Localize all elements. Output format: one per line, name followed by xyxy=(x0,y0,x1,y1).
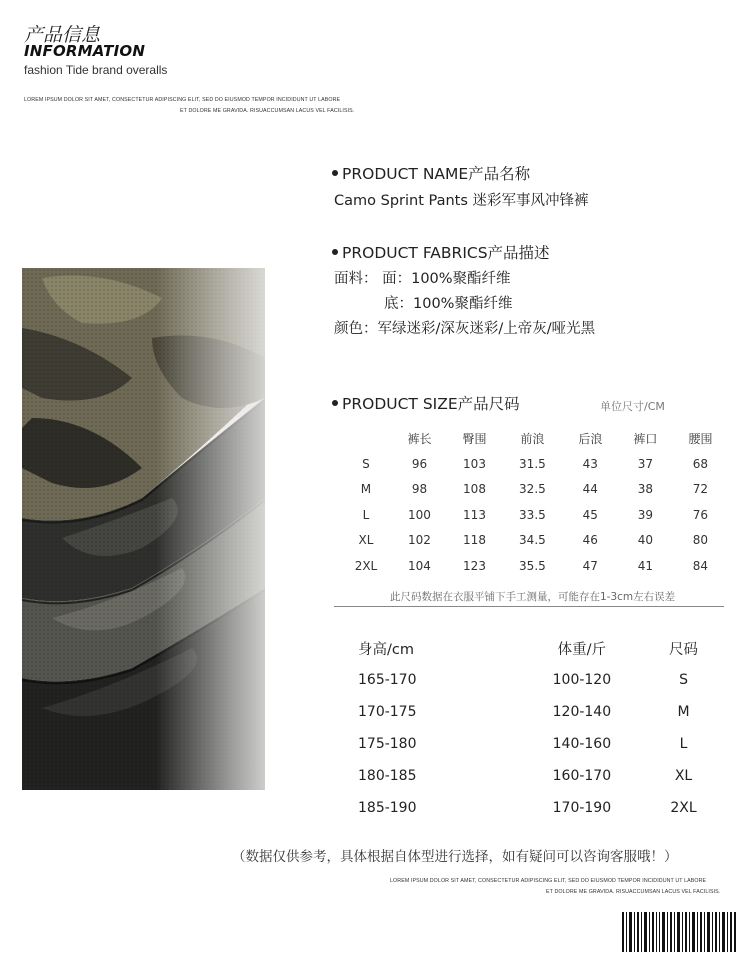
size-cell: 32.5 xyxy=(519,482,546,497)
size-cell: 76 xyxy=(692,507,709,522)
table-row xyxy=(340,502,728,528)
size-table-header xyxy=(340,425,728,451)
size-col-header: 腰围 xyxy=(688,431,713,446)
fit-cell: 170-190 xyxy=(552,800,612,816)
size-cell: 84 xyxy=(692,558,709,573)
size-heading xyxy=(332,392,520,414)
bullet-icon xyxy=(332,170,338,176)
bullet-icon xyxy=(332,400,338,406)
size-cell: 44 xyxy=(582,482,598,497)
size-cell: M xyxy=(360,482,372,497)
header-lorem-line1: LOREM IPSUM DOLOR SIT AMET, CONSECTETUR ADIPISCING ELIT, SED DO EIUSMOD TEMPOR INCIDIDUNT UT LABORE xyxy=(24,97,341,103)
fit-cell: 185-190 xyxy=(358,800,417,816)
size-cell: 108 xyxy=(463,482,486,497)
size-cell: 102 xyxy=(408,533,431,548)
size-cell: 41 xyxy=(637,558,653,573)
size-cell: 38 xyxy=(637,482,653,497)
barcode-icon xyxy=(622,912,737,952)
fabrics-heading xyxy=(332,241,550,263)
size-cell: 34.5 xyxy=(519,533,546,548)
footer-note: （数据仅供参考，具体根据自体型进行选择，如有疑问可以咨询客服哦！） xyxy=(232,849,678,865)
bullet-icon xyxy=(332,249,338,255)
size-cell: 118 xyxy=(463,533,486,548)
table-row xyxy=(338,728,718,760)
fit-cell: S xyxy=(679,672,688,688)
fit-table xyxy=(338,632,718,824)
fit-cell: 160-170 xyxy=(552,768,612,784)
footer-lorem-line1: LOREM IPSUM DOLOR SIT AMET, CONSECTETUR ADIPISCING ELIT, SED DO EIUSMOD TEMPOR INCIDIDUNT UT LABORE xyxy=(390,878,707,884)
header-title-en: INFORMATION xyxy=(24,42,146,60)
size-cell: 33.5 xyxy=(519,507,546,522)
fit-cell: 120-140 xyxy=(552,704,612,720)
size-cell: 104 xyxy=(408,558,431,573)
fit-table-header xyxy=(338,632,718,664)
divider xyxy=(334,606,724,607)
table-row xyxy=(340,451,728,477)
fit-col-header: 体重/斤 xyxy=(557,641,607,658)
table-row xyxy=(338,664,718,696)
fit-cell: 100-120 xyxy=(552,672,612,688)
size-unit: 单位尺寸/CM xyxy=(600,400,665,413)
barcode-graphic xyxy=(622,912,737,952)
size-cell: 40 xyxy=(637,533,653,548)
size-cell: 45 xyxy=(582,507,598,522)
table-row xyxy=(340,528,728,554)
header-lorem-line2: ET DOLORE ME GRAVIDA. RISUACCUMSAN LACUS VEL FACILISIS. xyxy=(180,108,355,114)
size-cell: 68 xyxy=(692,456,709,471)
fit-cell: 2XL xyxy=(670,800,697,816)
fabric-line-1: 面料： 面：100%聚酯纤维 xyxy=(334,271,511,287)
fit-col-header: 身高/cm xyxy=(358,641,414,658)
size-col-header: 裤长 xyxy=(407,431,432,446)
size-note: 此尺码数据在衣服平铺下手工测量，可能存在1-3cm左右误差 xyxy=(390,591,676,603)
size-cell: 46 xyxy=(582,533,598,548)
size-cell: 37 xyxy=(637,456,653,471)
size-cell: XL xyxy=(358,533,374,548)
size-col-header: 后浪 xyxy=(578,431,603,446)
size-col-header: 裤口 xyxy=(633,431,658,446)
fit-cell: 140-160 xyxy=(552,736,612,752)
fit-cell: L xyxy=(679,736,688,752)
size-cell: 35.5 xyxy=(519,558,546,573)
size-cell: 31.5 xyxy=(519,456,546,471)
size-cell: 98 xyxy=(411,482,428,497)
fit-cell: 165-170 xyxy=(358,672,417,688)
product-name-heading xyxy=(332,162,530,184)
fit-cell: XL xyxy=(674,768,693,784)
fabric-line-2: 底：100%聚酯纤维 xyxy=(384,296,513,312)
header-title-cn: 产品信息 xyxy=(24,24,101,46)
size-col-header: 臀围 xyxy=(462,431,487,446)
fit-cell: M xyxy=(677,704,690,720)
table-row xyxy=(340,553,728,579)
size-cell: 39 xyxy=(637,507,653,522)
fit-col-header: 尺码 xyxy=(669,641,699,658)
size-cell: 80 xyxy=(692,533,709,548)
fabric-illustration xyxy=(22,268,265,790)
table-row xyxy=(338,696,718,728)
size-cell: 123 xyxy=(463,558,486,573)
product-name-title: PRODUCT NAME产品名称 xyxy=(342,165,531,183)
fit-cell: 175-180 xyxy=(358,736,417,752)
size-cell: 113 xyxy=(463,507,486,522)
fit-cell: 170-175 xyxy=(358,704,417,720)
size-cell: 100 xyxy=(408,507,431,522)
size-cell: 47 xyxy=(582,558,598,573)
header-subtitle: fashion Tide brand overalls xyxy=(24,63,168,77)
size-cell: 43 xyxy=(582,456,598,471)
fabric-color-line: 颜色：军绿迷彩/深灰迷彩/上帝灰/哑光黑 xyxy=(334,321,596,337)
size-cell: 96 xyxy=(411,456,428,471)
table-row xyxy=(338,760,718,792)
size-cell: 2XL xyxy=(354,558,378,573)
size-cell: S xyxy=(362,456,370,471)
size-cell: L xyxy=(362,507,370,522)
size-col-header: 前浪 xyxy=(520,431,545,446)
fabrics-title: PRODUCT FABRICS产品描述 xyxy=(342,244,550,262)
table-row xyxy=(340,477,728,503)
size-table xyxy=(340,425,728,579)
size-cell: 103 xyxy=(463,456,486,471)
folded-fabric-photo xyxy=(22,268,265,790)
product-name-value: Camo Sprint Pants 迷彩军事风冲锋裤 xyxy=(334,193,589,209)
fit-cell: 180-185 xyxy=(358,768,417,784)
footer-lorem-line2: ET DOLORE ME GRAVIDA. RISUACCUMSAN LACUS VEL FACILISIS. xyxy=(546,889,721,895)
table-row xyxy=(338,792,718,824)
size-cell: 72 xyxy=(692,482,709,497)
size-title: PRODUCT SIZE产品尺码 xyxy=(342,395,520,413)
size-col-header xyxy=(340,425,392,451)
